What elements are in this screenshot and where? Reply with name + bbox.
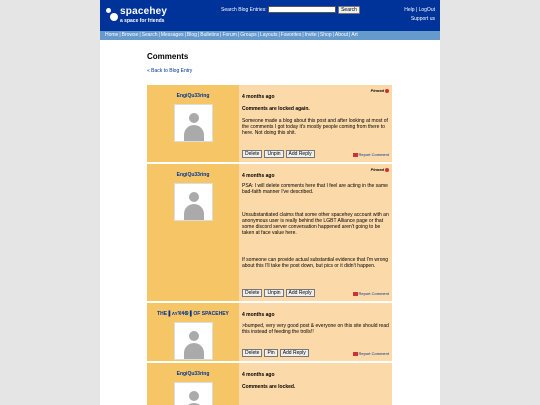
nav-browse[interactable]: Browse (121, 32, 139, 38)
comment-author (147, 303, 239, 361)
delete-button[interactable]: Delete (242, 349, 262, 357)
comment-paragraph: PSA: I will delete comments here that I feel are acting in the same bad-faith manner I've described. (242, 183, 388, 195)
link-separator: | (415, 7, 418, 13)
nav-favorites[interactable]: Favorites (280, 32, 302, 38)
nav-blog[interactable]: Blog (186, 32, 197, 38)
nav-separator: | (317, 32, 319, 38)
nav-separator: | (257, 32, 259, 38)
comment (147, 303, 392, 361)
report-flag-icon (353, 153, 358, 157)
comment-actions (242, 289, 315, 297)
report-comment-link[interactable]: Report Comment (353, 291, 389, 296)
pinned-label: Pinned (370, 88, 384, 93)
nav-separator: | (139, 32, 141, 38)
avatar[interactable] (174, 382, 213, 405)
nav-bulletins[interactable]: Bulletins (200, 32, 220, 38)
brand-name: spacehey (120, 6, 168, 17)
people-icon (106, 8, 118, 23)
nav-separator: | (158, 32, 160, 38)
comment-body (239, 363, 392, 405)
nav-about[interactable]: About (334, 32, 348, 38)
help-link[interactable]: Help (404, 7, 415, 13)
comment (147, 363, 392, 405)
nav-separator: | (349, 32, 351, 38)
nav-home[interactable]: Home (105, 32, 119, 38)
brand-tagline: a space for friends (120, 18, 165, 24)
comment-heading: Comments are locked again. (242, 106, 310, 112)
back-to-blog-link[interactable]: « Back to Blog Entry (147, 68, 193, 74)
nav-separator: | (119, 32, 121, 38)
pin-button[interactable]: Pin (264, 349, 277, 357)
comment-actions (242, 349, 309, 357)
author-name[interactable]: EngiQu33ring (176, 371, 210, 377)
nav-art[interactable]: Art (351, 32, 358, 38)
comment-actions (242, 150, 315, 158)
nav-separator: | (302, 32, 304, 38)
comment-list (147, 85, 392, 405)
nav-separator: | (220, 32, 222, 38)
author-name[interactable]: EngiQu33ring (176, 172, 210, 178)
author-name[interactable]: EngiQu33ring (176, 93, 210, 99)
nav-separator: | (332, 32, 334, 38)
page-container (100, 0, 440, 405)
pinned-label: Pinned (370, 167, 384, 172)
main-nav (100, 31, 440, 40)
unpin-button[interactable]: Unpin (264, 150, 283, 158)
nav-separator: | (237, 32, 240, 38)
comment-time: 4 months ago (242, 173, 275, 179)
comment-body (239, 85, 392, 162)
pinned-badge (371, 167, 389, 172)
spacehey-logo[interactable] (106, 6, 186, 26)
comment-text: Someone made a blog about this post and after looking at most of the comments I got today it's mostly people coming from there to here. Not doing this shit. (242, 118, 388, 136)
search-button[interactable]: Search (338, 6, 360, 14)
pin-icon (385, 168, 389, 172)
logout-link[interactable]: LogOut (418, 7, 435, 13)
author-name[interactable]: THE ▌ʌʏҠᏎᏫ ▌OF SPACEHEY (157, 311, 229, 317)
pin-icon (385, 89, 389, 93)
nav-invite[interactable]: Invite (304, 32, 317, 38)
report-comment-link[interactable]: Report Comment (353, 152, 389, 157)
avatar[interactable] (174, 104, 213, 142)
report-comment-link[interactable]: Report Comment (353, 351, 389, 356)
comment (147, 85, 392, 162)
add-reply-button[interactable]: Add Reply (286, 150, 315, 158)
comment-body (239, 164, 392, 301)
comment-time: 4 months ago (242, 312, 275, 318)
nav-search[interactable]: Search (141, 32, 158, 38)
add-reply-button[interactable]: Add Reply (286, 289, 315, 297)
nav-groups[interactable]: Groups (240, 32, 257, 38)
comment-time: 4 months ago (242, 94, 275, 100)
page-title: Comments (147, 52, 189, 61)
top-header (100, 0, 440, 31)
comment-time: 4 months ago (242, 372, 275, 378)
unpin-button[interactable]: Unpin (264, 289, 283, 297)
report-flag-icon (353, 292, 358, 296)
nav-shop[interactable]: Shop (319, 32, 332, 38)
avatar[interactable] (174, 183, 213, 221)
report-flag-icon (353, 352, 358, 356)
top-links (404, 6, 435, 24)
support-link[interactable]: Support us (410, 16, 435, 22)
comment-author (147, 164, 239, 301)
comment-author (147, 363, 239, 405)
delete-button[interactable]: Delete (242, 289, 262, 297)
pinned-badge (371, 88, 389, 93)
comment-paragraph: Unsubstantiated claims that some other spacehey account with an anonymous user is really behind the LGBT Alliance page or that some discord server conversation happened aren't going to be taken at face value here. (242, 212, 389, 236)
avatar[interactable] (174, 322, 213, 360)
search-label: Search Blog Entries: (221, 7, 267, 13)
nav-messages[interactable]: Messages (160, 32, 184, 38)
delete-button[interactable]: Delete (242, 150, 262, 158)
nav-separator: | (278, 32, 280, 38)
comment-body (239, 303, 392, 361)
nav-layouts[interactable]: Layouts (259, 32, 278, 38)
comment (147, 164, 392, 301)
nav-forum[interactable]: Forum (222, 32, 237, 38)
search-input[interactable] (268, 6, 336, 13)
nav-separator: | (197, 32, 200, 38)
comment-text: >bumped, very very good post & everyone on this site should read this instead of feeding the trolls!! (242, 323, 389, 335)
add-reply-button[interactable]: Add Reply (280, 349, 309, 357)
comment-paragraph: If someone can provide actual substantial evidence that I'm wrong about this I'll take the post down, but pics or it didn't happen. (242, 257, 389, 269)
comment-heading: Comments are locked. (242, 384, 296, 390)
comment-author (147, 85, 239, 162)
nav-separator: | (184, 32, 186, 38)
